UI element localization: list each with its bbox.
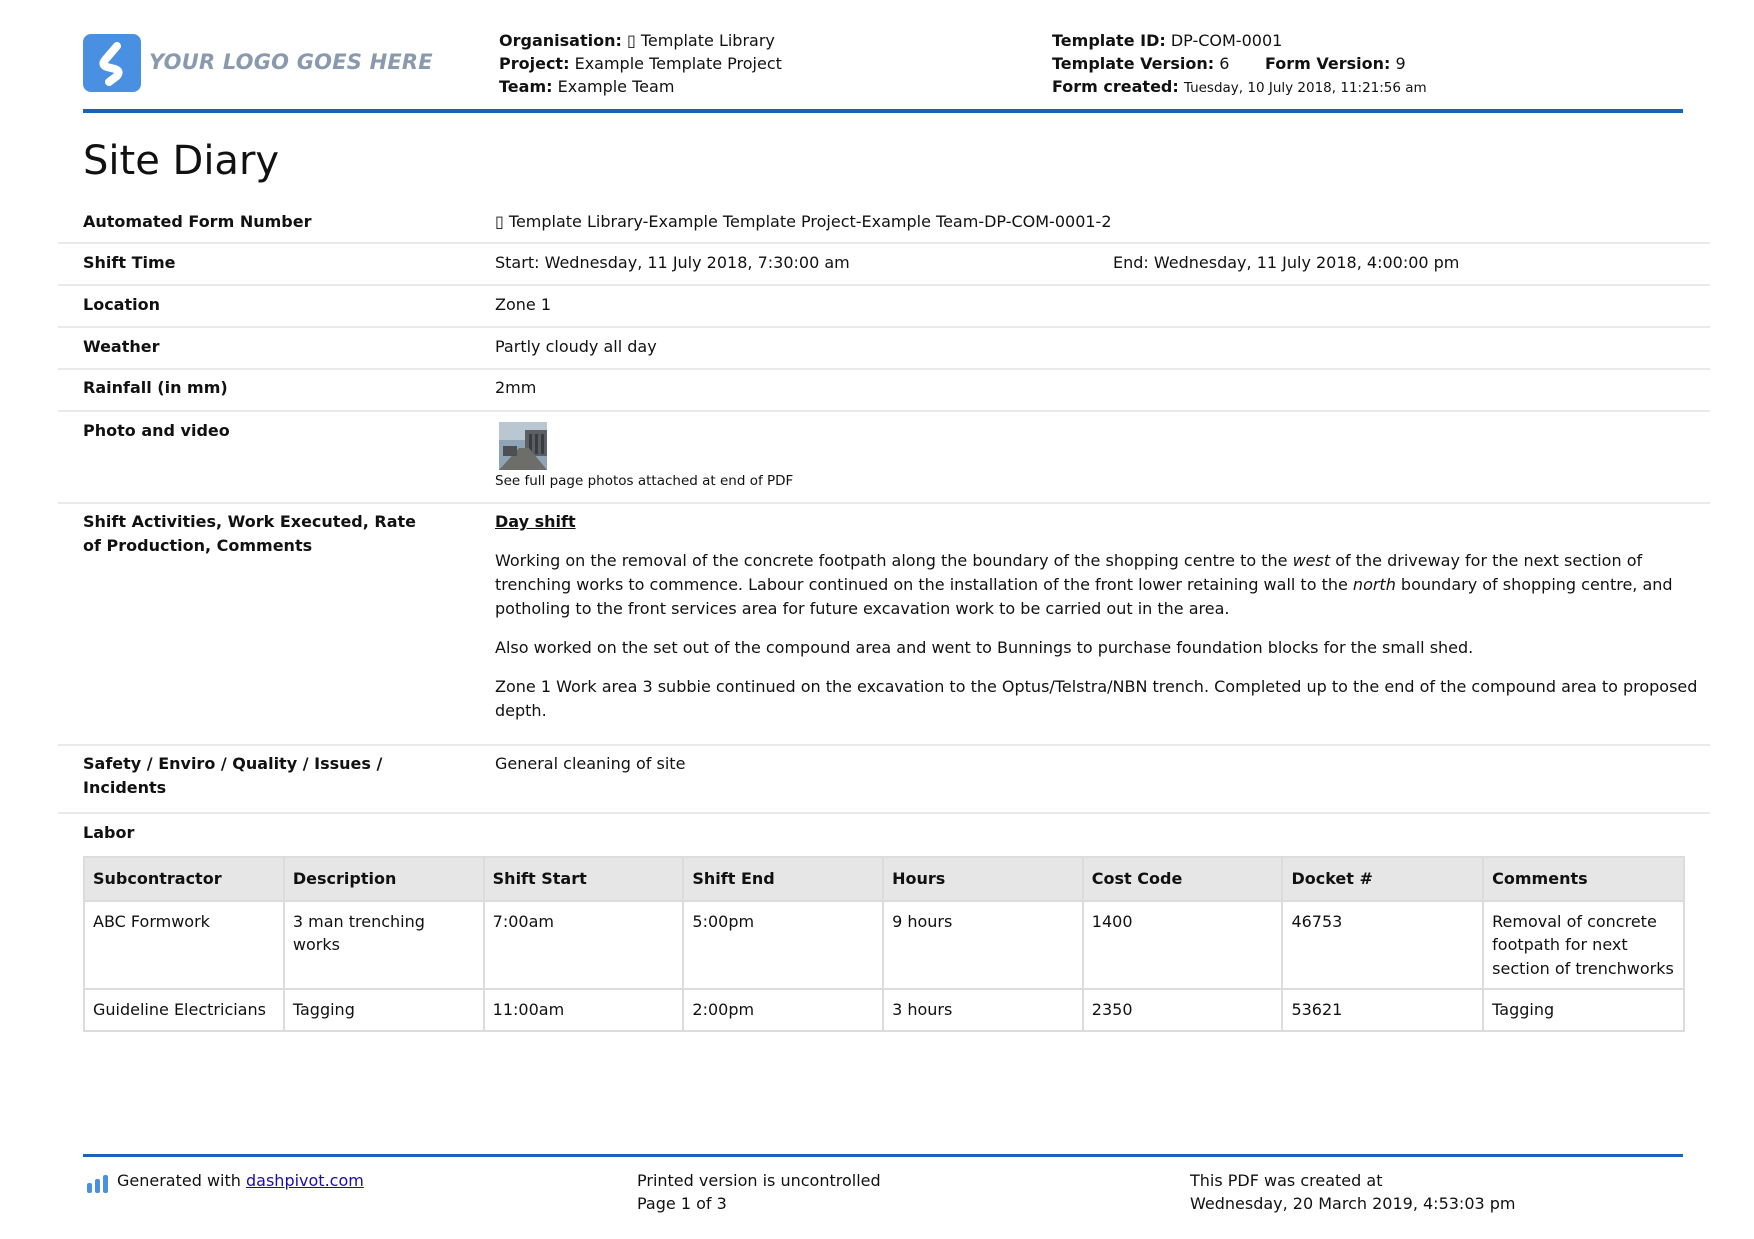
organisation-label: Organisation: <box>499 31 622 50</box>
activities-row <box>58 504 1710 746</box>
organisation-line <box>499 29 775 52</box>
table-cell: 9 hours <box>883 901 1083 990</box>
table-cell: 11:00am <box>484 989 684 1031</box>
pdf-created-value: Wednesday, 20 March 2019, 4:53:03 pm <box>1190 1194 1516 1213</box>
site-photo-thumbnail[interactable] <box>499 422 547 470</box>
dashpivot-bars-icon <box>86 1174 110 1194</box>
rainfall-row <box>58 370 1710 412</box>
form-created-label: Form created: <box>1052 77 1179 96</box>
table-cell: Removal of concrete footpath for next section of trenchworks <box>1483 901 1684 990</box>
table-cell: 5:00pm <box>683 901 883 990</box>
shift-time-row <box>58 244 1710 286</box>
safety-row <box>58 746 1710 814</box>
table-cell: 1400 <box>1083 901 1283 990</box>
table-row <box>84 989 1684 1031</box>
uncontrolled-notice: Printed version is uncontrolled <box>637 1171 881 1190</box>
safety-label: Safety / Enviro / Quality / Issues / Incidents <box>83 754 383 797</box>
column-header-shift-end: Shift End <box>683 857 883 901</box>
project-line <box>499 52 782 75</box>
photo-label: Photo and video <box>83 421 230 440</box>
template-id-value: DP-COM-0001 <box>1170 31 1283 50</box>
day-shift-heading: Day shift <box>495 512 576 531</box>
labor-heading: Labor <box>83 823 135 842</box>
form-created-line <box>1052 75 1427 100</box>
form-version-value: 9 <box>1395 54 1406 73</box>
table-cell: 46753 <box>1282 901 1483 990</box>
page-number: Page 1 of 3 <box>637 1194 727 1213</box>
form-version-line <box>1265 52 1406 75</box>
form-number-value: ▯ Template Library-Example Template Project-Example Team-DP-COM-0001-2 <box>495 212 1112 231</box>
table-cell: Tagging <box>1483 989 1684 1031</box>
team-line <box>499 75 674 98</box>
template-version-value: 6 <box>1219 54 1230 73</box>
column-header-cost-code: Cost Code <box>1083 857 1283 901</box>
photo-row <box>58 412 1710 504</box>
column-header-subcontractor: Subcontractor <box>84 857 284 901</box>
column-header-comments: Comments <box>1483 857 1684 901</box>
labor-header-row <box>84 857 1684 901</box>
form-number-label: Automated Form Number <box>83 212 312 231</box>
table-cell: 53621 <box>1282 989 1483 1031</box>
pdf-created-label: This PDF was created at <box>1190 1171 1383 1190</box>
table-cell: 3 man trenching works <box>284 901 484 990</box>
rainfall-value: 2mm <box>495 378 537 397</box>
form-created-value: Tuesday, 10 July 2018, 11:21:56 am <box>1183 80 1427 96</box>
template-version-line <box>1052 52 1229 75</box>
logo-icon <box>83 34 141 92</box>
organisation-value: ▯ Template Library <box>626 31 775 50</box>
column-header-shift-start: Shift Start <box>484 857 684 901</box>
table-cell: 3 hours <box>883 989 1083 1031</box>
weather-value: Partly cloudy all day <box>495 337 657 356</box>
template-id-label: Template ID: <box>1052 31 1166 50</box>
table-row <box>84 901 1684 990</box>
page-title: Site Diary <box>83 138 280 184</box>
photo-caption: See full page photos attached at end of PDF <box>495 473 794 489</box>
header-divider <box>83 109 1683 113</box>
template-id-line <box>1052 29 1282 52</box>
logo-text: YOUR LOGO GOES HERE <box>149 50 433 74</box>
team-value: Example Team <box>557 77 675 96</box>
generated-prefix: Generated with <box>117 1171 246 1190</box>
activity-paragraph-2: Also worked on the set out of the compound area and went to Bunnings to purchase foundation blocks for the small shed. <box>495 638 1474 657</box>
column-header-hours: Hours <box>883 857 1083 901</box>
activity-paragraph-1: Working on the removal of the concrete footpath along the boundary of the shopping centre to the west of the driveway for the next section of trenching works to commence. Labour continued on the installation of the front lower retaining wall to the north boundary of shopping centre, and potholing to the front services area for future excavation work to be carried out in the area. <box>495 551 1673 618</box>
generated-with <box>117 1169 364 1193</box>
project-label: Project: <box>499 54 570 73</box>
team-label: Team: <box>499 77 553 96</box>
weather-row <box>58 328 1710 370</box>
footer-divider <box>83 1154 1683 1157</box>
form-number-row <box>58 202 1710 244</box>
activity-paragraph-3: Zone 1 Work area 3 subbie continued on the excavation to the Optus/Telstra/NBN trench. Completed up to the end of the compound area to proposed depth. <box>495 677 1698 720</box>
table-cell: Tagging <box>284 989 484 1031</box>
shift-end-value: End: Wednesday, 11 July 2018, 4:00:00 pm <box>1113 253 1460 272</box>
column-header-description: Description <box>284 857 484 901</box>
shift-start-value: Start: Wednesday, 11 July 2018, 7:30:00 am <box>495 253 850 272</box>
location-row <box>58 286 1710 328</box>
dashpivot-link[interactable]: dashpivot.com <box>246 1171 364 1190</box>
labor-table <box>83 856 1685 1032</box>
table-cell: 2:00pm <box>683 989 883 1031</box>
project-value: Example Template Project <box>574 54 782 73</box>
location-value: Zone 1 <box>495 295 551 314</box>
column-header-docket: Docket # <box>1282 857 1483 901</box>
location-label: Location <box>83 295 160 314</box>
safety-value: General cleaning of site <box>495 754 686 773</box>
form-version-label: Form Version: <box>1265 54 1391 73</box>
rainfall-label: Rainfall (in mm) <box>83 378 228 397</box>
table-cell: Guideline Electricians <box>84 989 284 1031</box>
table-cell: 2350 <box>1083 989 1283 1031</box>
weather-label: Weather <box>83 337 160 356</box>
logo-mark <box>83 34 141 92</box>
shift-time-label: Shift Time <box>83 253 176 272</box>
table-cell: 7:00am <box>484 901 684 990</box>
table-cell: ABC Formwork <box>84 901 284 990</box>
template-version-label: Template Version: <box>1052 54 1215 73</box>
activities-label: Shift Activities, Work Executed, Rate of Production, Comments <box>83 512 417 555</box>
